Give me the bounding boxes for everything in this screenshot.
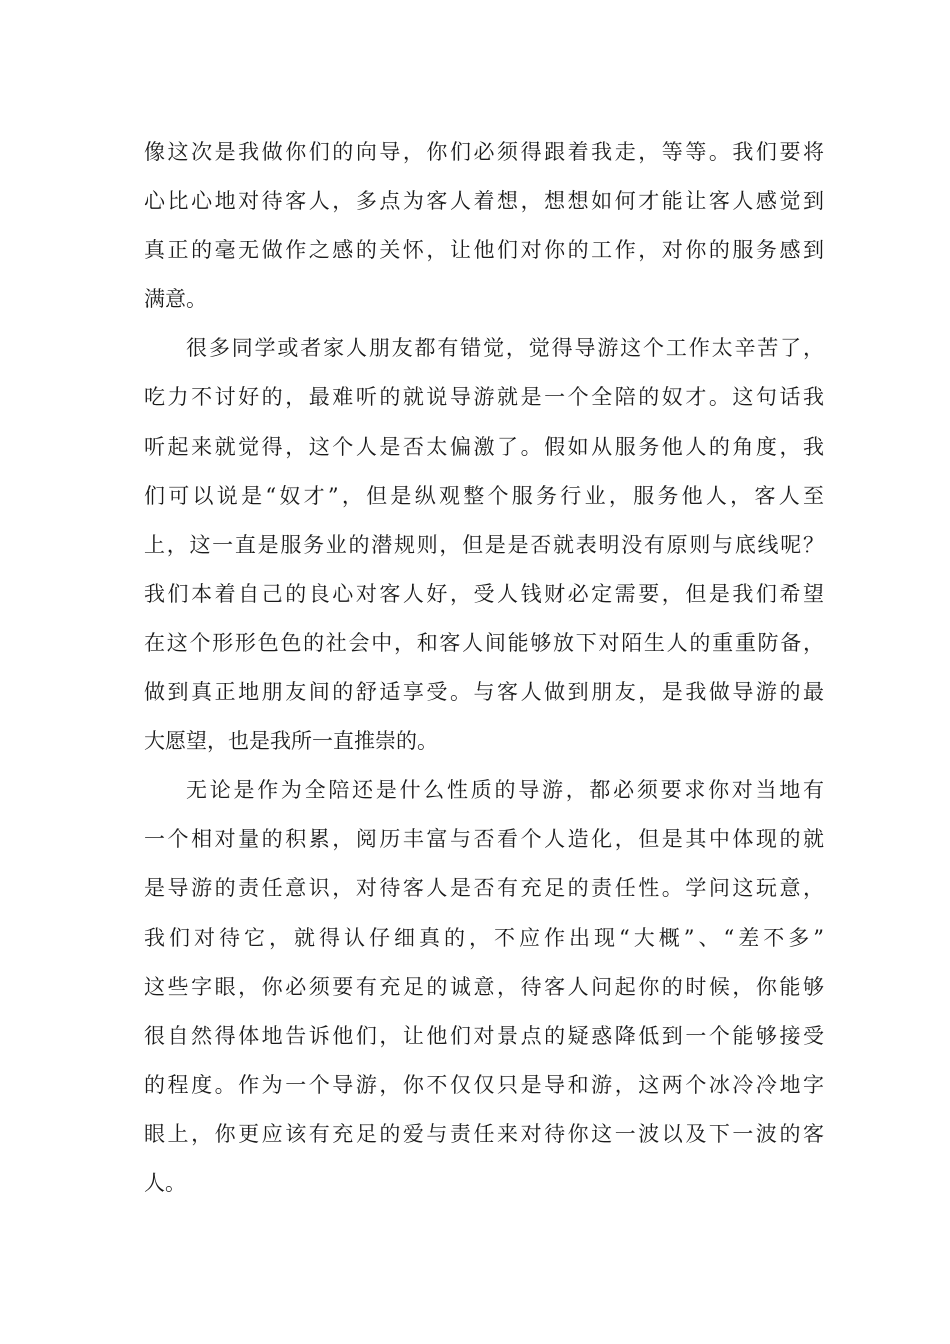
text-line: 们可以说是“奴才”，但是纵观整个服务行业，服务他人，客人至 xyxy=(144,483,824,508)
text-line: 听起来就觉得，这个人是否太偏激了。假如从服务他人的角度，我 xyxy=(144,434,824,459)
text-line: 是导游的责任意识，对待客人是否有充足的责任性。学问这玩意， xyxy=(144,876,824,901)
document-body xyxy=(144,128,824,1208)
text-line: 这些字眼，你必须要有充足的诚意，待客人问起你的时候，你能够 xyxy=(144,974,824,999)
paragraph-2 xyxy=(144,324,824,766)
text-line: 很自然得体地告诉他们，让他们对景点的疑惑降低到一个能够接受 xyxy=(144,1023,824,1048)
text-line: 吃力不讨好的，最难听的就说导游就是一个全陪的奴才。这句话我 xyxy=(144,385,824,410)
text-line: 大愿望，也是我所一直推崇的。 xyxy=(144,729,438,754)
text-line: 像这次是我做你们的向导，你们必须得跟着我走，等等。我们要将 xyxy=(144,140,824,164)
text-line: 一个相对量的积累，阅历丰富与否看个人造化，但是其中体现的就 xyxy=(144,827,824,852)
text-line: 我们本着自己的良心对客人好，受人钱财必定需要，但是我们希望 xyxy=(144,581,824,606)
text-line: 无论是作为全陪还是什么性质的导游，都必须要求你对当地有 xyxy=(186,778,824,803)
text-line: 很多同学或者家人朋友都有错觉，觉得导游这个工作太辛苦了， xyxy=(186,336,824,361)
text-line: 心比心地对待客人，多点为客人着想，想想如何才能让客人感觉到 xyxy=(144,189,824,214)
text-line: 真正的毫无做作之感的关怀，让他们对你的工作，对你的服务感到 xyxy=(144,238,824,263)
paragraph-3 xyxy=(144,766,824,1208)
text-line: 在这个形形色色的社会中，和客人间能够放下对陌生人的重重防备， xyxy=(144,630,824,655)
text-line: 人。 xyxy=(144,1170,186,1195)
text-line: 满意。 xyxy=(144,287,207,312)
text-line: 眼上，你更应该有充足的爱与责任来对待你这一波以及下一波的客 xyxy=(144,1121,824,1146)
text-line: 我们对待它，就得认仔细真的，不应作出现“大概”、“差不多” xyxy=(144,925,824,950)
paragraph-1 xyxy=(144,128,824,324)
text-line: 的程度。作为一个导游，你不仅仅只是导和游，这两个冰冷冷地字 xyxy=(144,1072,824,1097)
text-line: 上，这一直是服务业的潜规则，但是是否就表明没有原则与底线呢？ xyxy=(144,532,824,557)
text-line: 做到真正地朋友间的舒适享受。与客人做到朋友，是我做导游的最 xyxy=(144,680,824,705)
